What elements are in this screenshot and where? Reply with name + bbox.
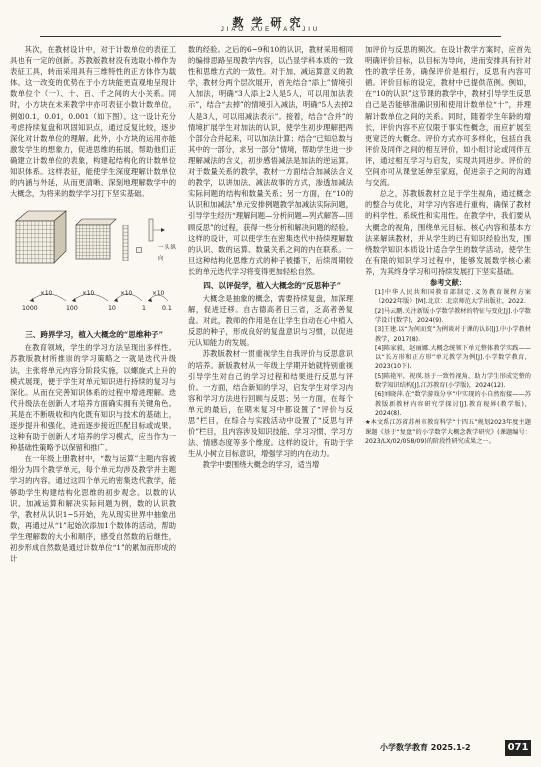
reference-item: [5]陈艳军，祝瑛.基于一致性视角，助力学生形成完整的数学知识结构[J].江苏教育(小学版)，2024(12). <box>375 372 531 390</box>
references-title: 参考文献： <box>430 277 466 287</box>
reference-item: [2]马云鹏.关注新版小学数学教材的特征与变化[J].小学数学设计(数学)，2024(9). <box>375 307 531 324</box>
paragraph: 在教育领域，学生的学习方法呈现出多样性。苏教版教材所推崇的学习策略之一就是迭代升级法，主张将单元内容分阶段实施，以螺旋式上升的模式展现，便于学生对单元知识进行持续的复习与深化。从而在完善知识体系的过程中增进理解。迭代升级法在创新人才培养方面确实拥有关键角色。其是在不断吸收和内化既有知识与技术的基础上，逐步提升和强化，进而逐步接近匹配目标或成果。这种有助于创新人才培养的学习模式，应当作为一种基础性策略予以保留和推广。 <box>10 343 176 453</box>
paragraph: 加评价与反思的频次。在设计教学方案时，应首先明确评价目标，以目标为导向，进而安排具有针对性的教学任务，确保评价是根行，反思有内容可循。评价目标的设定，教材中已提供范例。例如，在“10的认识”这节课的教学中，教材引导学生反思自己是否能够准确识别和使用计数单位“十”，并理解计数单位之间的关系。同时，随着学生年龄的增长，评价内容不应仅限于事实性概念，而应扩展至更宽泛的大概念。评价方式亦可多样化，包括自我评价及同伴之间的相互评价，如小组讨论或同伴互评，通过相互学习与启发，实现共同进步。评价的空间亦可从课堂延伸至家庭，促进亲子之间的沟通与交流。 <box>365 45 531 188</box>
section-heading: 四、以评促学，植入大概念的“反思种子” <box>203 280 342 290</box>
counting-units-figure <box>10 205 176 325</box>
column-1 <box>10 44 176 564</box>
reference-item: [4]陈家毅，赵丽娜.大概念统领下单元整体教学实践——以“长方形和正方形”单元教学为例[J].小学数学教育，2023(10下). <box>375 344 531 371</box>
scale-operator: ×10 <box>152 291 165 298</box>
section-heading: 三、跨界学习，植入大概念的“思维种子” <box>25 330 164 340</box>
scale-label: 0.1 <box>162 305 172 313</box>
scale-operator: ×10 <box>120 291 133 298</box>
paragraph: 教学中要围绕大概念的学习，适当增 <box>202 460 320 470</box>
page-number: 071 <box>505 740 531 756</box>
scale-operators <box>10 289 176 301</box>
reference-item: [3]王建.以“为何而变”为例谈对于课的认识[J].中小学教材教学，2017(8). <box>375 326 531 343</box>
ten-rod-icon <box>122 225 130 261</box>
reference-item: [6]刘晓萍.在“数学游戏分享”中实现的小自然衔接——苏教版新教材内容研究学探讨[J].教育视界(教学版)，2024(8). <box>375 391 531 417</box>
paragraph: 数的经验。之后的6~9和10的认识，教材采用相同的编排思路呈现教学内容，以凸显学科本质的一致性和思维方式的一致性。对于加、减运算意义的教学，教材分两个层次展开，首先结合“添上”情境引入加法，明确“3人添上2人是5人，可以用加法表示”，结合“去掉”的情境引入减法，明确“5人去掉2人是3人，可以用减法表示”。接着，结合“合并”的情境扩展学生对加法的认识，使学生初步理解把两个部分合并起来，可以加法计算；结合“已知总数与其中的一部分，求另一部分”情境，帮助学生进一步理解减法的含义，初步感悟减法是加法的逆运算。对于数量关系的教学，教材一方面结合加减法含义的教学，以讲加法、减法故事的方式，渗透加减法实际问题的结构和数量关系；另一方面，在“10的认识和加减法”单元安排例题教学加减法实际问题，引导学生经历“理解问题—分析问题—列式解答—回顾反思”的过程，获得一些分析和解决问题的经验。这样的设计，可以使学生在密集迭代中持续理解数的认识、数的运算、数量关系之间的内在联系。一旦这种结构化思维方式的种子被播下，后续周期较长的单元迭代学习将变得更加轻松自然。 <box>188 45 353 276</box>
paragraph: 大概念是抽象的概念，需要持续复盘，加深理解，促进迁移。自古德高者日三省，乏高者善复盘。对此，教师的作用是在让学生自动在心中植入反思的种子，形成良好的复盘意识与习惯，以促进元认知能力的发展。 <box>188 293 353 348</box>
paragraph: 其次，在教材设计中，对于计数单位的表征工具也有一定的创新。苏教版教材没有选取小棒作为表征工具，转而采用具有三维特性的正方体作为载体。这一改变的优势在于小方块能更直观地呈现计数单位个（一）、十、百、千之间的大小关系。同时，小方块在未来教学中亦可表征小数计数单位，例如0.1，0.01，0.001（如下图）。这一设计充分考虑持续复盘和巩固知识点，通过反复比较，逐步深化对计数单位的理解。此外，小方块的运用亦能激发学生的想象力，促进思维的拓展，帮助他们正确建立计数单位的表象，构建起结构化的计数单位知识体系。这样表征，能使学生深度理解计数单位的内涵与外延，从而更清晰、深刻地理解数学中的大概念，为将来的数学学习打下坚实基础。 <box>10 45 176 199</box>
header-rule <box>40 36 501 37</box>
column-3 <box>365 44 531 446</box>
scale-label: 100 <box>66 305 78 313</box>
scale-operator: ×10 <box>40 291 53 298</box>
funding-note: ★本文系江苏省苏州市教育科学“十四五”规划2023年度主题课题《基于“复盘”的小学数学大概念教学研究》(课题编号：2023/LX/02/058/09)的阶段性研究成果之一。 <box>365 419 531 445</box>
scale-label: 1 <box>142 305 146 313</box>
figure-annotation: 一头纵向 <box>158 245 176 263</box>
header-title: 教学研究 <box>232 16 309 29</box>
scale-operator: ×10 <box>82 291 95 298</box>
header-pinyin: JIAO XUE YAN JIU <box>220 27 321 33</box>
column-2 <box>188 44 353 470</box>
scale-labels <box>10 303 176 317</box>
paragraph: 苏教版教材一贯重视学生自我评价与反思意识的培养。新版教材从一年级上学期开始就特别重视引导学生对自己的学习过程和结果进行反思与评价。一方面，结合新知的学习，启发学生对学习内容和学习方法进行回顾与反思；另一方面，在每个单元的最后，在期末复习中都设置了“评价与反思”栏目，在综合与实践活动中设置了“反思与评价”栏目，且内容涉及知识技能、学习习惯、学习方法、情感态度等多个维度。这样的设计，有助于学生从小树立目标意识，增强学习的内在动力。 <box>188 349 353 459</box>
reference-item: [1]中华人民共和国教育部制定.义务教育课程方案（2022年版）[M].北京：北京师范大学出版社，2022. <box>375 289 531 306</box>
scale-label: 10 <box>108 305 116 313</box>
journal-footer: 小学数学教育 2025.1-2 <box>380 743 471 752</box>
thousand-cube-icon <box>10 207 70 267</box>
scale-label: 1000 <box>22 305 38 313</box>
paragraph: 总之，苏教版教材立足于学生视角，通过概念的整合与优化，对学习内容进行重构，确保了教材的科学性、系统性和实用性。在教学中，我们要从大概念的视角，围绕单元目标、核心内容和基本方法来解读教材，并从学生的已有知识经验出发，围绕数学知识本质设计适合学生的数学活动，使学生在有限的知识学习过程中，能够发展数学核心素养，为其终身学习和可持续发展打下坚实基础。 <box>365 189 531 276</box>
page-header <box>40 8 501 44</box>
hundred-flat-icon <box>74 217 118 261</box>
one-cube-icon <box>136 247 142 253</box>
paragraph: 在一年级上册教材中，“数与运算”主题内容被细分为四个教学单元，每个单元均涉及教学并主题学习的内容。通过这四个单元的密集迭代教学，能够助学生构建结构化思维的初步观念。以数的认识、加减运算和解决实际问题为例，数的认识教学，教材从认识1~5开始，先从现实世界中抽象出数，再通过从“1”起始次添加1个数体的活动，帮助学生理解数的大小和顺序，感受自然数的后继性，初步形成自然数是通过计数单位“1”的累加而形成的计 <box>10 454 176 564</box>
